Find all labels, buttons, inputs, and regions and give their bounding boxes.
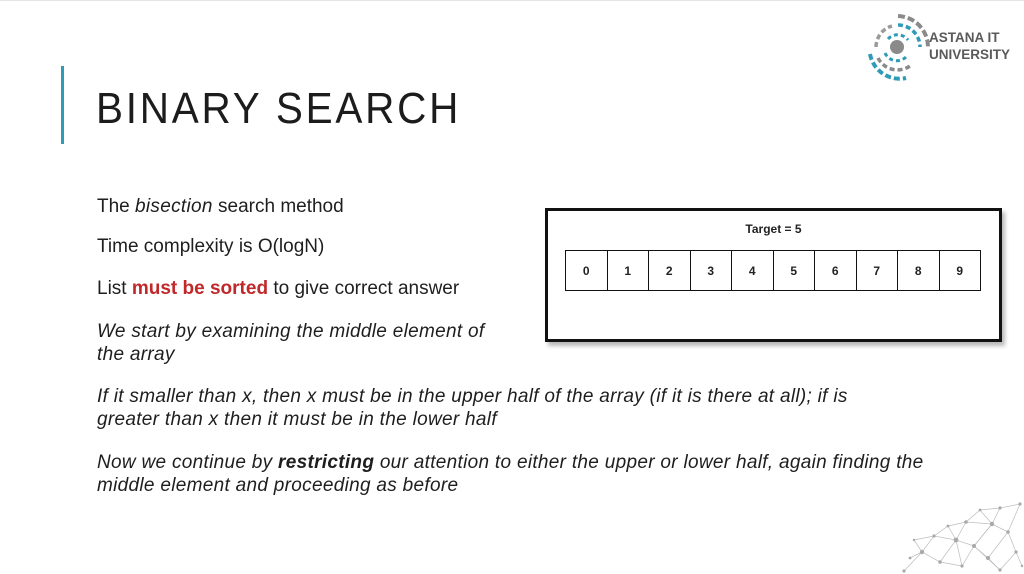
array-cell: 2 bbox=[649, 251, 691, 290]
array-cell: 5 bbox=[774, 251, 816, 290]
bullet-line: If it smaller than x, then x must be in the upper half of the array (if it is there at all); if is bbox=[97, 386, 848, 407]
array-cell: 8 bbox=[898, 251, 940, 290]
bullet-line: middle element and proceeding as before bbox=[97, 475, 459, 496]
bullet-line: We start by examining the middle element of bbox=[97, 321, 485, 342]
array-cell: 4 bbox=[732, 251, 774, 290]
array-cell: 1 bbox=[608, 251, 650, 290]
bullet-middle-element bbox=[97, 320, 484, 366]
bullet-text: The bbox=[97, 196, 136, 217]
bullet-line bbox=[97, 451, 924, 474]
bullet-upper-lower bbox=[97, 385, 848, 431]
university-logo bbox=[866, 10, 1016, 84]
bullet-emphasis: bisection bbox=[135, 196, 213, 217]
title-accent-bar bbox=[61, 66, 64, 144]
array-cell: 3 bbox=[691, 251, 733, 290]
bullet-complexity: Time complexity is O(logN) bbox=[97, 236, 325, 257]
logo-wordmark bbox=[929, 29, 1010, 63]
logo-line-1: ASTANA IT bbox=[929, 30, 1000, 45]
bullet-text: Now we continue by bbox=[97, 452, 279, 473]
bullet-text: our attention to either the upper or lower half, again finding the bbox=[374, 452, 924, 473]
top-divider bbox=[0, 0, 1024, 1]
array-cell: 6 bbox=[815, 251, 857, 290]
network-decoration-icon bbox=[896, 496, 1024, 574]
bullet-line: greater than x then it must be in the lower half bbox=[97, 409, 497, 430]
bullet-line: the array bbox=[97, 344, 175, 365]
bullet-text: to give correct answer bbox=[268, 278, 460, 299]
array-cell: 9 bbox=[940, 251, 982, 290]
array-cells bbox=[565, 250, 981, 291]
bullet-text: search method bbox=[212, 196, 344, 217]
bullet-text: List bbox=[97, 278, 132, 299]
bullet-sorted bbox=[97, 277, 459, 300]
slide-title: BINARY SEARCH bbox=[96, 84, 462, 133]
logo-emblem-icon bbox=[866, 10, 930, 84]
diagram-target-label: Target = 5 bbox=[745, 222, 802, 236]
array-cell: 0 bbox=[566, 251, 608, 290]
bullet-bisection bbox=[97, 195, 344, 218]
array-diagram bbox=[545, 208, 1002, 342]
bullet-highlight: must be sorted bbox=[131, 278, 269, 299]
bullet-bold: restricting bbox=[278, 452, 375, 473]
logo-line-2: UNIVERSITY bbox=[929, 47, 1011, 62]
array-cell: 7 bbox=[857, 251, 899, 290]
bullet-restricting bbox=[97, 451, 924, 497]
